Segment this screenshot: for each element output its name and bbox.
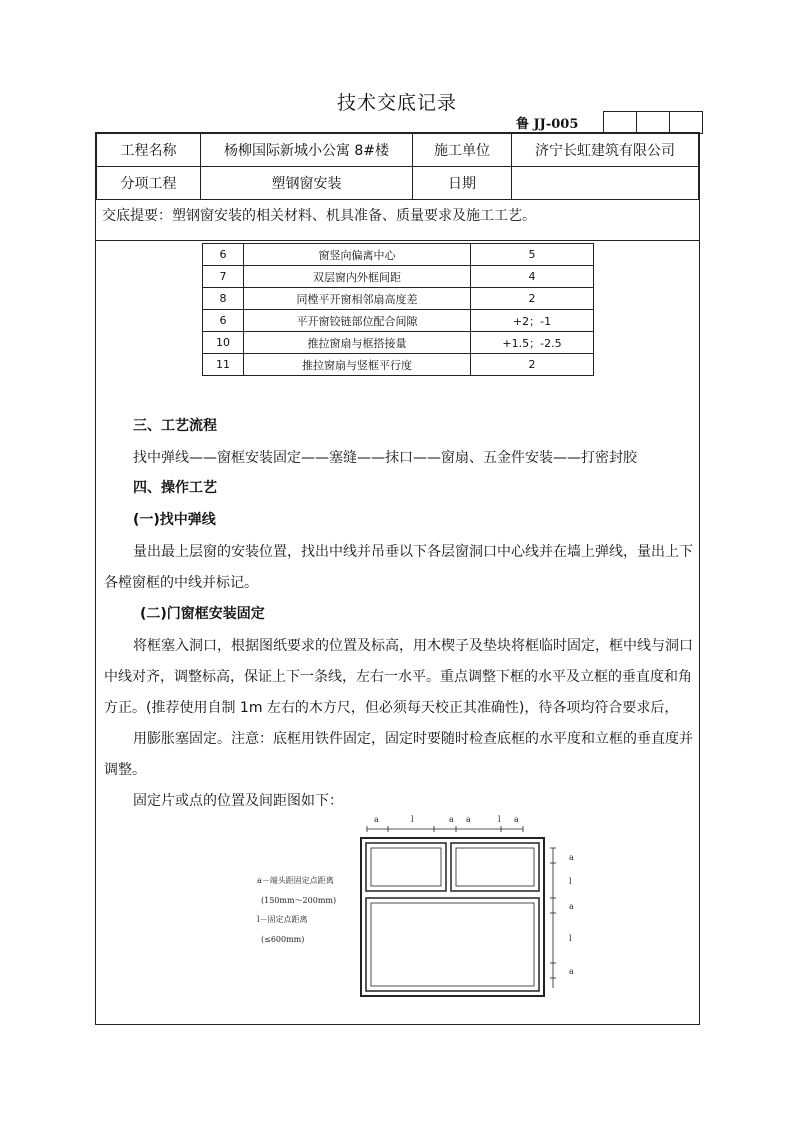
row-value: 2: [471, 288, 594, 310]
dim-label: a: [569, 967, 574, 976]
row-item: 同樘平开窗相邻扇高度差: [244, 288, 471, 310]
legend-line: (150mm～200mm): [261, 896, 337, 905]
bottom-sash: [366, 898, 539, 991]
row-item: 推拉窗扇与框搭接量: [244, 332, 471, 354]
section-4-title: 四、操作工艺: [133, 480, 217, 496]
tolerance-row: [203, 266, 594, 288]
paragraph: 各樘窗框的中线并标记。: [104, 575, 258, 591]
paragraph: 量出最上层窗的安装位置，找出中线并吊垂以下各层窗洞口中心线并在墙上弹线，量出上下: [133, 544, 693, 560]
unit-value: 济宁长虹建筑有限公司: [512, 134, 699, 167]
paragraph: 调整。: [104, 762, 146, 778]
dim-label: a: [514, 815, 519, 824]
section-4-2-title: (二)门窗框安装固定: [140, 606, 265, 622]
item-label: 分项工程: [97, 167, 201, 200]
row-index: 6: [203, 244, 244, 266]
section-3-text: 找中弹线——窗框安装固定——塞缝——抹口——窗扇、五金件安装——打密封胶: [133, 450, 637, 466]
row-value: +2；-1: [471, 310, 594, 332]
dim-label: a: [466, 815, 471, 824]
tolerance-row: [203, 332, 594, 354]
paragraph: 中线对齐，调整标高，保证上下一条线，左右一水平。重点调整下框的水平及立框的垂直度和角: [104, 669, 692, 685]
fixing-point-diagram: [155, 808, 595, 1003]
dim-label: l: [498, 815, 501, 824]
corner-boxes: [604, 111, 703, 134]
date-label: 日期: [413, 167, 512, 200]
legend-line: l－固定点距离: [257, 915, 308, 924]
section-4-1-title: (一)找中弹线: [133, 512, 216, 528]
paragraph: 用膨胀塞固定。注意：底框用铁件固定，固定时要随时检查底框的水平度和立框的垂直度并: [133, 731, 693, 747]
row-value: +1.5；-2.5: [471, 332, 594, 354]
summary: 交底提要：塑钢窗安装的相关材料、机具准备、质量要求及施工工艺。: [96, 199, 699, 241]
paragraph: 方正。(推荐使用自制 1m 左右的木方尺，但必须每天校正其准确性)，待各项均符合要求后，: [104, 700, 679, 716]
dim-label: a: [569, 902, 574, 911]
page-title: 技术交底记录: [336, 92, 457, 114]
dim-label: a: [374, 815, 379, 824]
row-value: 2: [471, 354, 594, 376]
tolerance-table: [202, 243, 594, 376]
top-right-sash: [451, 843, 539, 891]
row-index: 8: [203, 288, 244, 310]
form-code: 鲁 JJ-005: [516, 117, 579, 132]
row-index: 10: [203, 332, 244, 354]
row-value: 5: [471, 244, 594, 266]
date-value: [512, 167, 699, 200]
row-value: 4: [471, 266, 594, 288]
tolerance-row: [203, 354, 594, 376]
dim-label: a: [449, 815, 454, 824]
dim-label: a: [569, 853, 574, 862]
legend-line: a－端头距固定点距离: [257, 876, 334, 885]
dim-label: l: [411, 815, 414, 824]
item-value: 塑钢窗安装: [201, 167, 413, 200]
tolerance-row: [203, 310, 594, 332]
info-table: [96, 133, 699, 200]
top-left-sash: [366, 843, 446, 891]
tolerance-row: [203, 244, 594, 266]
paragraph: 将框塞入洞口，根据图纸要求的位置及标高，用木楔子及垫块将框临时固定，框中线与洞口: [133, 638, 693, 654]
legend-line: (≤600mm): [261, 935, 305, 944]
paragraph: 固定片或点的位置及间距图如下：: [133, 793, 343, 809]
project-label: 工程名称: [97, 134, 201, 167]
row-item: 推拉窗扇与竖框平行度: [244, 354, 471, 376]
tolerance-row: [203, 288, 594, 310]
row-index: 11: [203, 354, 244, 376]
row-index: 7: [203, 266, 244, 288]
unit-label: 施工单位: [413, 134, 512, 167]
row-item: 窗竖向偏离中心: [244, 244, 471, 266]
row-item: 双层窗内外框间距: [244, 266, 471, 288]
row-item: 平开窗铰链部位配合间隙: [244, 310, 471, 332]
row-index: 6: [203, 310, 244, 332]
dim-label: l: [569, 877, 572, 886]
window-frame: [361, 838, 544, 996]
section-3-title: 三、工艺流程: [133, 418, 217, 434]
project-value: 杨柳国际新城小公寓 8#楼: [201, 134, 413, 167]
dim-label: l: [569, 934, 572, 943]
